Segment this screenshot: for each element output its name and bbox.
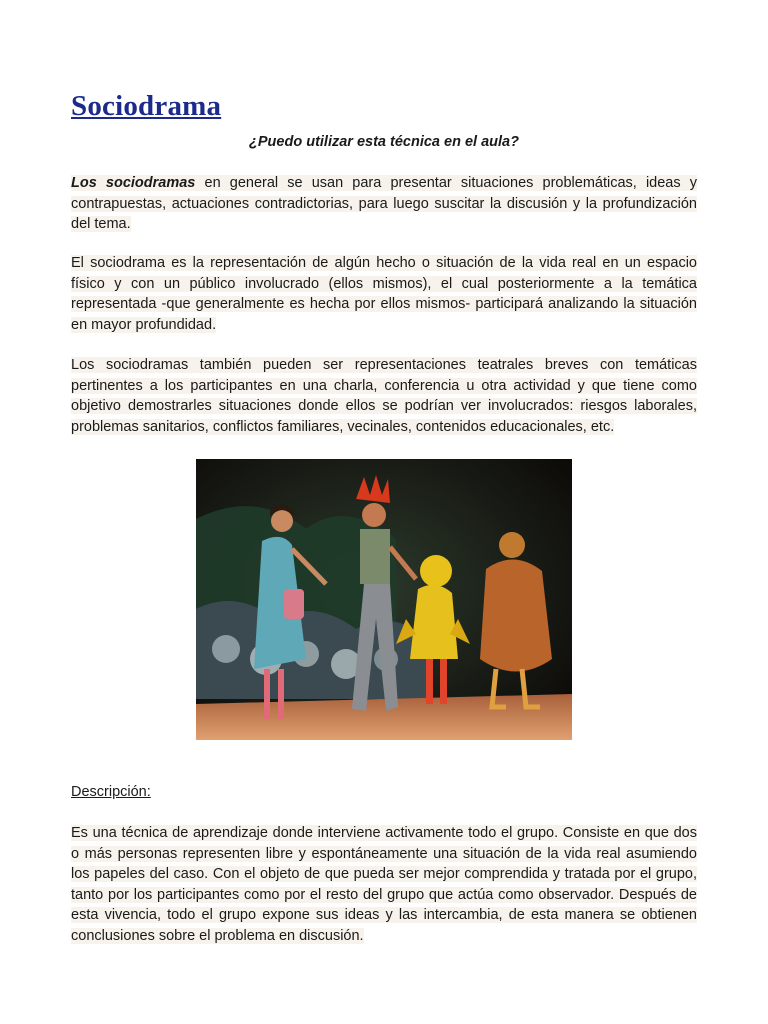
descripcion-heading: Descripción: — [71, 784, 151, 800]
paragraph-definition: El sociodrama es la representación de algún hecho o situación de la vida real en un espacio físico y con un público involucrado (ellos mismos), el cual posteriormente a la temática representada -que generalmente es hecha por ellos mismos- participará analizando la situación en mayor profundidad. — [71, 255, 697, 333]
subtitle: ¿Puedo utilizar esta técnica en el aula? — [249, 134, 519, 150]
paragraph-theatre: Los sociodramas también pueden ser representaciones teatrales breves con temáticas pertinentes a los participantes en una charla, conferencia u otra actividad y que tiene como objetivo demostrarles situaciones donde ellos se podrían ver involucrados: riesgos laborales, problemas sanitarios, conflictos familiares, vecinales, contenidos educacionales, etc. — [71, 357, 697, 435]
page-title[interactable]: Sociodrama — [71, 90, 222, 122]
paragraph-description: Es una técnica de aprendizaje donde interviene activamente todo el grupo. Consiste en que dos o más personas representen libre y espontáneamente una situación de la vida real asumiendo los papeles del caso. Con el objeto de que pueda ser mejor comprendida y tratada por el grupo, tanto por los participantes como por el resto del grupo que actúa como observador. Después de esta vivencia, todo el grupo expone sus ideas y las intercambia, de esta manera se obtienen conclusiones sobre el problema en discusión. — [71, 825, 697, 944]
paragraph-intro-text: en general se usan para presentar situaciones problemáticas, ideas y contrapuestas, actuaciones contradictorias, para luego suscitar la discusión y la profundización del tema. — [71, 175, 697, 233]
paragraph-intro — [71, 173, 697, 235]
lead-term: Los sociodramas — [71, 175, 196, 191]
theatre-photo — [196, 459, 572, 740]
theatre-photo-illustration — [196, 459, 572, 740]
